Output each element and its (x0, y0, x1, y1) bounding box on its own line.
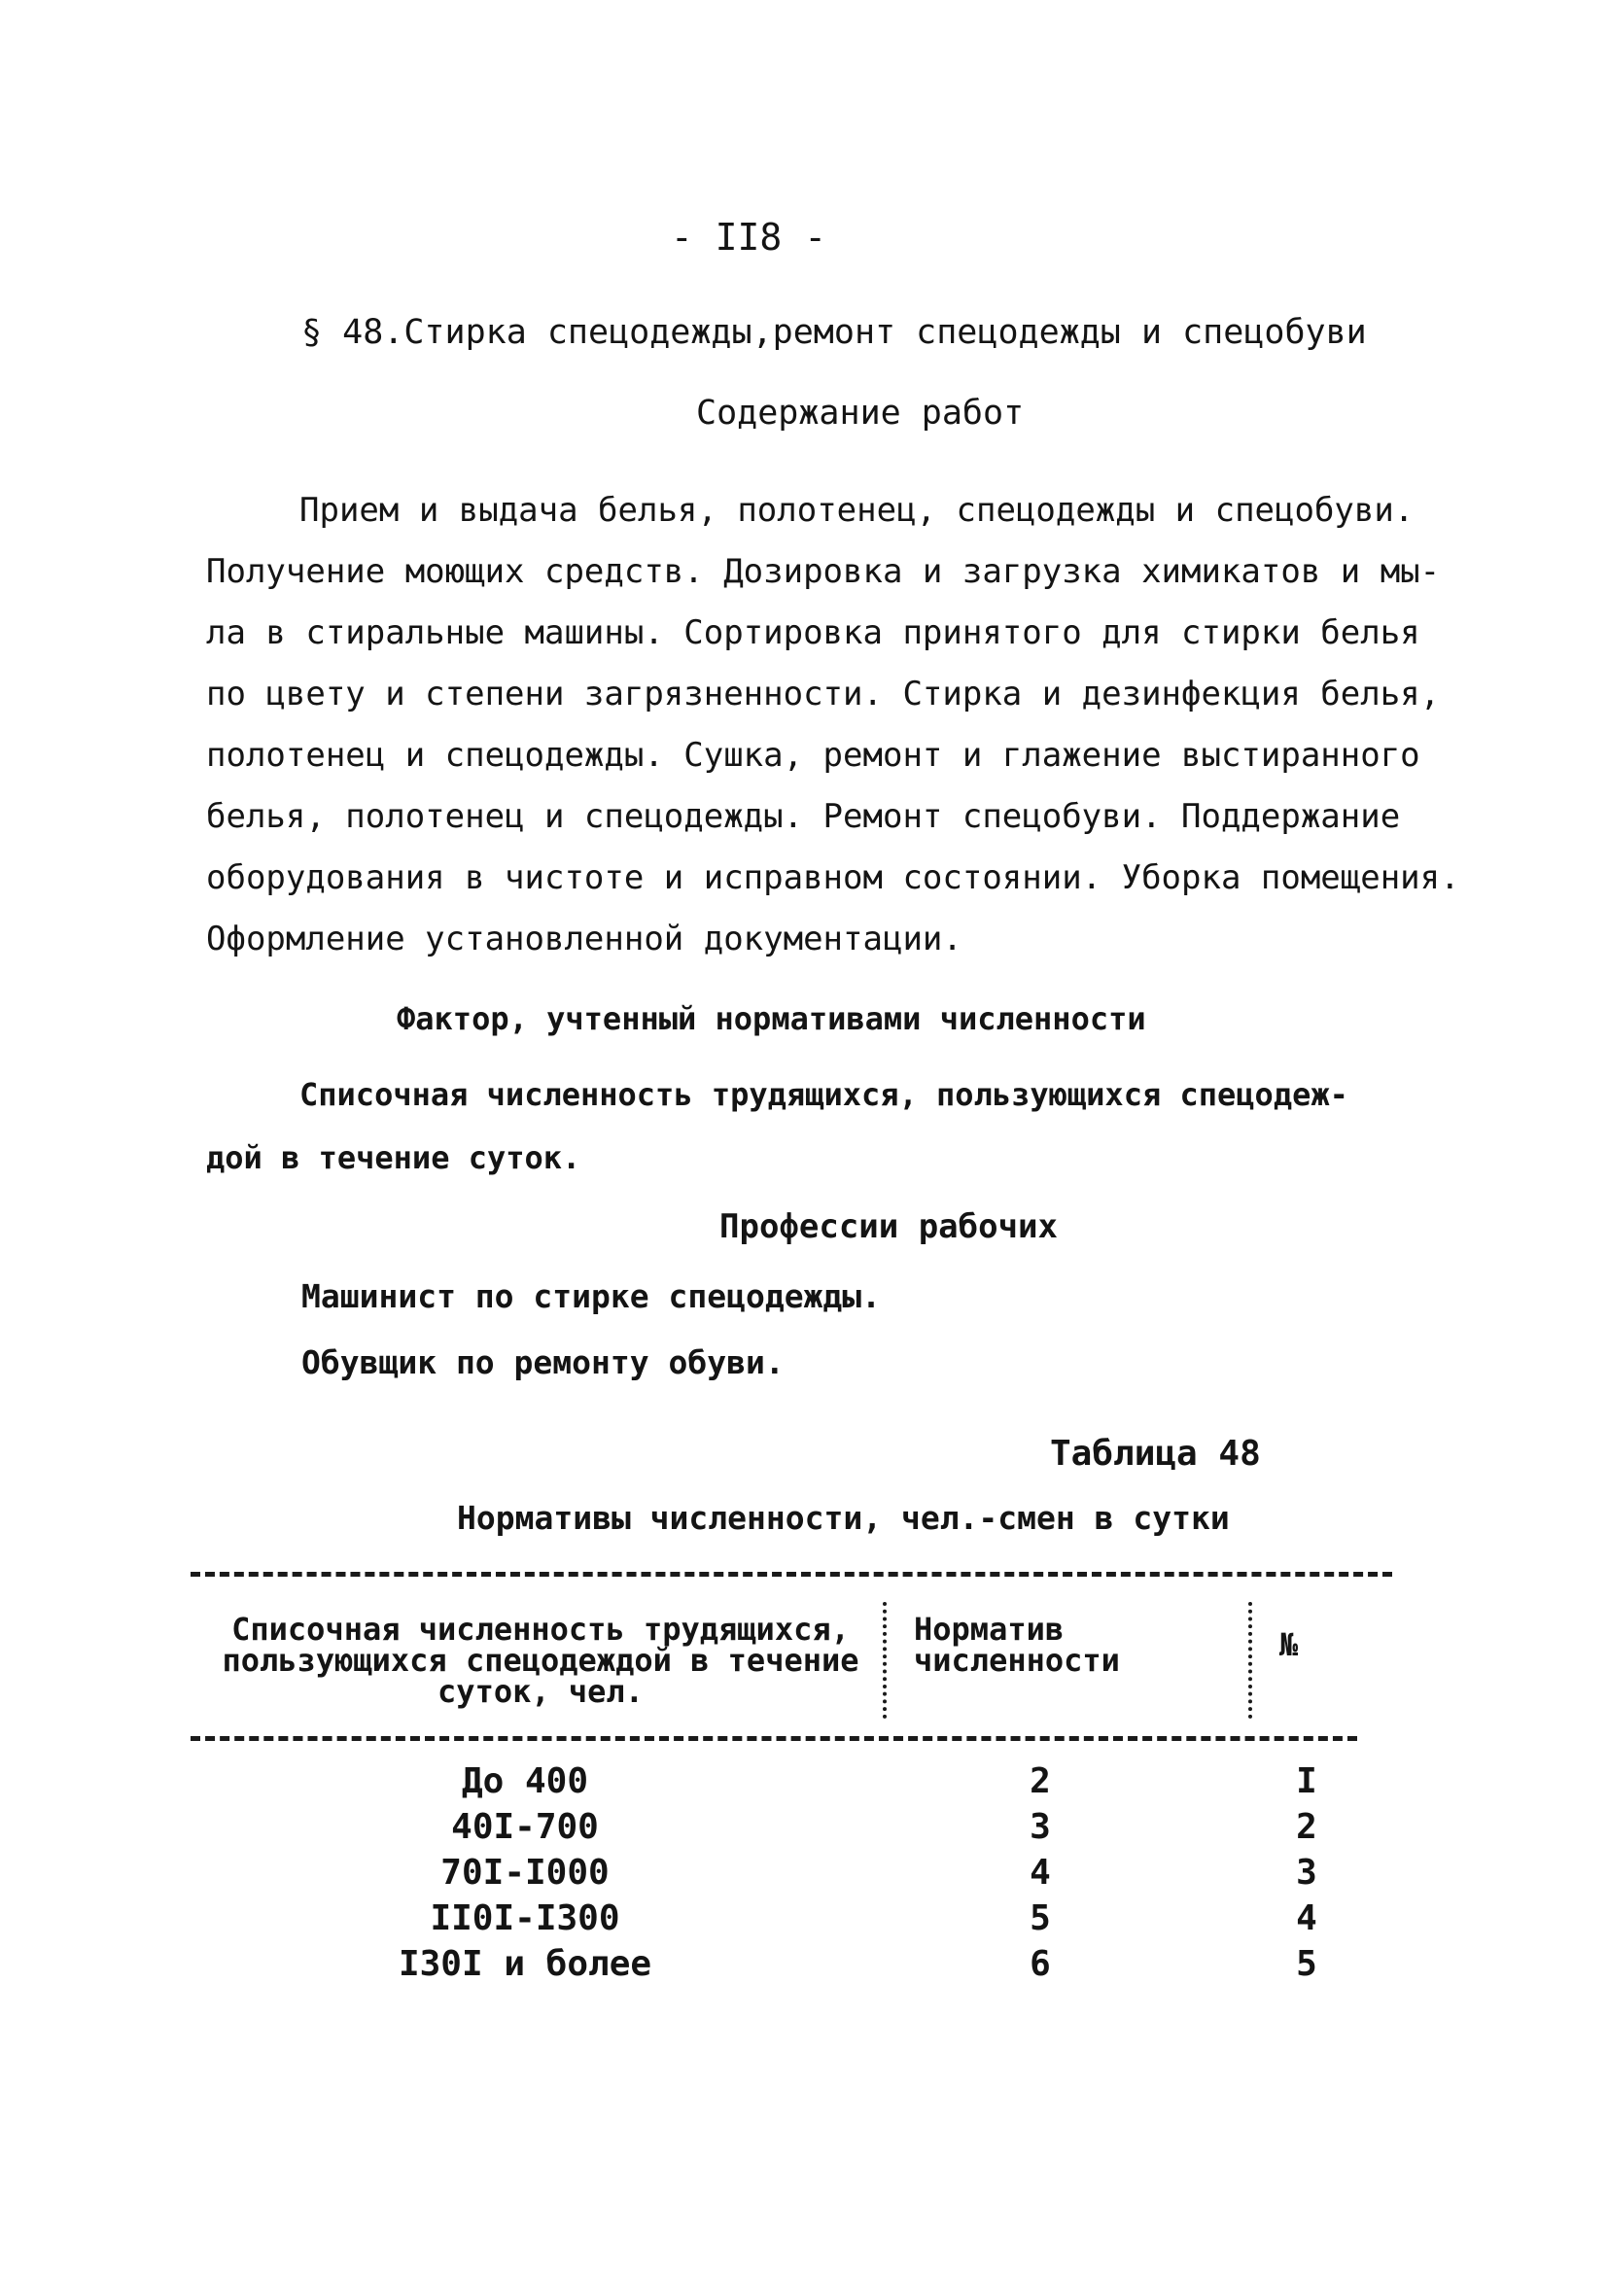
factor-line: дой в течение суток. (206, 1139, 581, 1176)
header-col-norm-line: численности (914, 1642, 1120, 1679)
cell-norm: 3 (1030, 1807, 1051, 1847)
content-line: оборудования в чистоте и исправном состоянии. Уборка помещения. (206, 858, 1460, 897)
content-line: полотенец и спецодежды. Сушка, ремонт и глажение выстиранного (206, 736, 1420, 775)
content-line: Прием и выдача белья, полотенец, спецодежды и спецобуви. (299, 491, 1415, 530)
cell-no: 4 (1296, 1898, 1317, 1938)
header-col-count-line: Списочная численность трудящихся, (231, 1611, 850, 1648)
cell-range: I30I и более (398, 1944, 652, 1984)
profession-item: Обувщик по ремонту обуви. (301, 1343, 785, 1381)
content-heading: Содержание работ (696, 394, 1025, 433)
header-separator (1248, 1602, 1252, 1719)
profession-item: Машинист по стирке спецодежды. (301, 1277, 882, 1315)
cell-range: 70I-I000 (440, 1853, 610, 1893)
table-caption: Нормативы численности, чел.-смен в сутки (457, 1499, 1230, 1537)
page-number: - II8 - (670, 216, 827, 259)
header-col-norm (914, 1611, 1120, 1679)
header-col-count-line: суток, чел. (437, 1673, 644, 1710)
section-title: § 48.Стирка спецодежды,ремонт спецодежды и спецобуви (301, 313, 1367, 352)
cell-range: До 400 (461, 1761, 589, 1801)
cell-no: 5 (1296, 1944, 1317, 1984)
cell-no: 2 (1296, 1807, 1317, 1847)
content-line: Получение моющих средств. Дозировка и загрузка химикатов и мы- (206, 552, 1441, 591)
header-separator (883, 1602, 887, 1719)
header-col-count-line: пользующихся спецодеждой в течение (222, 1642, 859, 1679)
table-label: Таблица 48 (1050, 1434, 1261, 1474)
factor-line: Списочная численность трудящихся, пользующихся спецодеж- (299, 1076, 1348, 1113)
cell-norm: 4 (1030, 1853, 1051, 1893)
cell-range: 40I-700 (451, 1807, 599, 1847)
cell-norm: 6 (1030, 1944, 1051, 1984)
cell-range: II0I-I300 (430, 1898, 620, 1938)
table-header-rule (191, 1736, 1357, 1741)
cell-no: 3 (1296, 1853, 1317, 1893)
content-line: Оформление установленной документации. (206, 920, 962, 958)
table-top-rule (191, 1572, 1392, 1577)
content-line: ла в стиральные машины. Сортировка принятого для стирки белья (206, 613, 1420, 652)
professions-heading: Профессии рабочих (719, 1207, 1058, 1246)
header-col-count (191, 1611, 891, 1710)
cell-norm: 5 (1030, 1898, 1051, 1938)
cell-no: I (1296, 1761, 1317, 1801)
content-line: по цвету и степени загрязненности. Стирка и дезинфекция белья, (206, 675, 1441, 713)
cell-norm: 2 (1030, 1761, 1051, 1801)
content-line: белья, полотенец и спецодежды. Ремонт спецобуви. Поддержание (206, 797, 1401, 836)
factor-heading: Фактор, учтенный нормативами численности (397, 1000, 1146, 1037)
header-col-no: № (1279, 1626, 1299, 1663)
header-col-norm-line: Норматив (914, 1611, 1065, 1648)
